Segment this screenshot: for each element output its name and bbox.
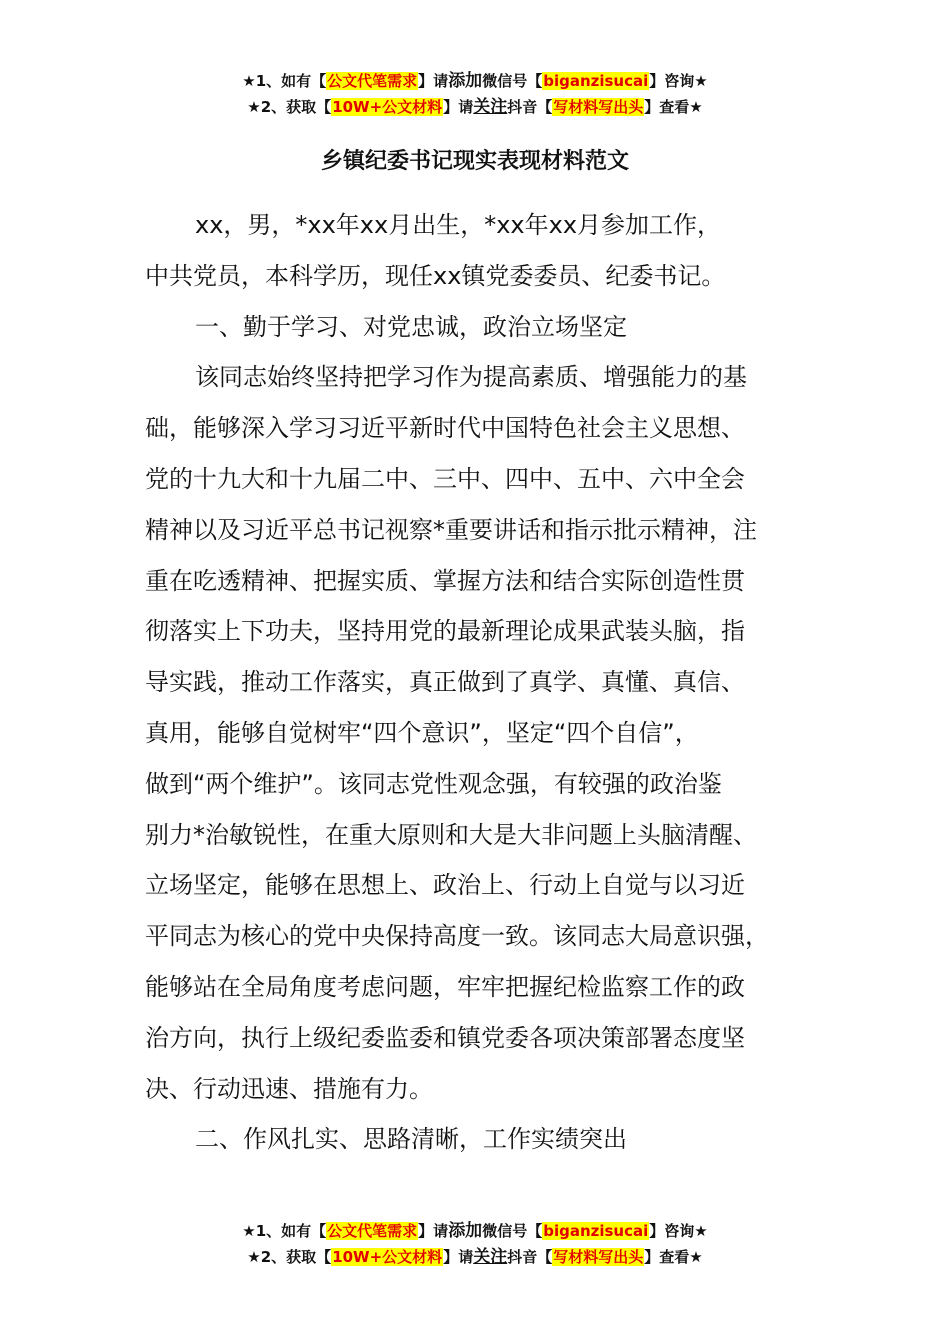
banner-text: ★1、如有【 [242, 1222, 327, 1240]
banner-wechat-id: biganzisucai [543, 1222, 649, 1240]
body-line: 该同志始终坚持把学习作为提高素质、增强能力的基 [195, 363, 747, 392]
banner-emphasis: 关注 [473, 97, 508, 117]
banner-text: 】咨询★ [649, 72, 708, 90]
body-line: 中共党员，本科学历，现任xx镇党委委员、纪委书记。 [145, 261, 726, 290]
body-line: 彻落实上下功夫，坚持用党的最新理论成果武装头脑，指 [145, 617, 745, 646]
document-title: 乡镇纪委书记现实表现材料范文 [320, 149, 629, 174]
banner-line-2 [0, 1244, 950, 1270]
body-line: xx，男，*xx年xx月出生，*xx年xx月参加工作， [195, 211, 722, 239]
banner-text: 微信号【 [482, 72, 543, 90]
body-line: 重在吃透精神、把握实质、掌握方法和结合实际创造性贯 [145, 566, 745, 595]
banner-line-1 [0, 1218, 950, 1244]
body-line: 精神以及习近平总书记视察*重要讲话和指示批示精神，注 [145, 515, 757, 544]
body-line: 平同志为核心的党中央保持高度一致。该同志大局意识强， [145, 922, 769, 951]
banner-highlight: 10W+公文材料 [332, 1248, 443, 1266]
section-heading: 二、作风扎实、思路清晰，工作实绩突出 [195, 1125, 627, 1154]
banner-text: ★1、如有【 [242, 72, 327, 90]
body-line: 导实践，推动工作落实，真正做到了真学、真懂、真信、 [145, 668, 745, 697]
banner-highlight: 写材料写出头 [553, 1248, 644, 1266]
body-line: 别力*治敏锐性，在重大原则和大是大非问题上头脑清醒、 [145, 820, 757, 849]
banner-text: 】查看★ [644, 98, 703, 116]
body-line: 础，能够深入学习习近平新时代中国特色社会主义思想、 [145, 414, 745, 443]
banner-line-2 [0, 94, 950, 120]
body-line: 做到“两个维护”。该同志党性观念强，有较强的政治鉴 [145, 769, 722, 798]
banner-text: 】查看★ [644, 1248, 703, 1266]
body-line: 真用，能够自觉树牢“四个意识”，坚定“四个自信”， [145, 718, 699, 747]
banner-highlight: 写材料写出头 [553, 98, 644, 116]
banner-text: 抖音【 [507, 98, 553, 116]
body-line: 党的十九大和十九届二中、三中、四中、五中、六中全会 [145, 464, 745, 493]
body-line: 决、行动迅速、措施有力。 [145, 1074, 433, 1103]
banner-emphasis: 添加 [448, 1221, 483, 1241]
footer-banner [0, 1218, 950, 1270]
section-heading: 一、勤于学习、对党忠诚，政治立场坚定 [195, 312, 627, 341]
banner-highlight: 公文代笔需求 [327, 1222, 418, 1240]
banner-text: 】请 [418, 72, 449, 90]
banner-text: 抖音【 [507, 1248, 553, 1266]
banner-emphasis: 添加 [448, 71, 483, 91]
banner-text: 】请 [443, 98, 474, 116]
banner-text: ★2、获取【 [247, 98, 332, 116]
banner-highlight: 公文代笔需求 [327, 72, 418, 90]
banner-emphasis: 关注 [473, 1247, 508, 1267]
banner-text: 】请 [443, 1248, 474, 1266]
body-line: 治方向，执行上级纪委监委和镇党委各项决策部署态度坚 [145, 1023, 745, 1052]
banner-wechat-id: biganzisucai [543, 72, 649, 90]
body-line: 能够站在全局角度考虑问题，牢牢把握纪检监察工作的政 [145, 972, 745, 1001]
banner-text: 】咨询★ [649, 1222, 708, 1240]
banner-line-1 [0, 68, 950, 94]
banner-text: 微信号【 [482, 1222, 543, 1240]
body-line: 立场坚定，能够在思想上、政治上、行动上自觉与以习近 [145, 871, 745, 900]
banner-text: 】请 [418, 1222, 449, 1240]
header-banner [0, 68, 950, 120]
banner-text: ★2、获取【 [247, 1248, 332, 1266]
document-body [145, 200, 805, 1165]
banner-highlight: 10W+公文材料 [332, 98, 443, 116]
